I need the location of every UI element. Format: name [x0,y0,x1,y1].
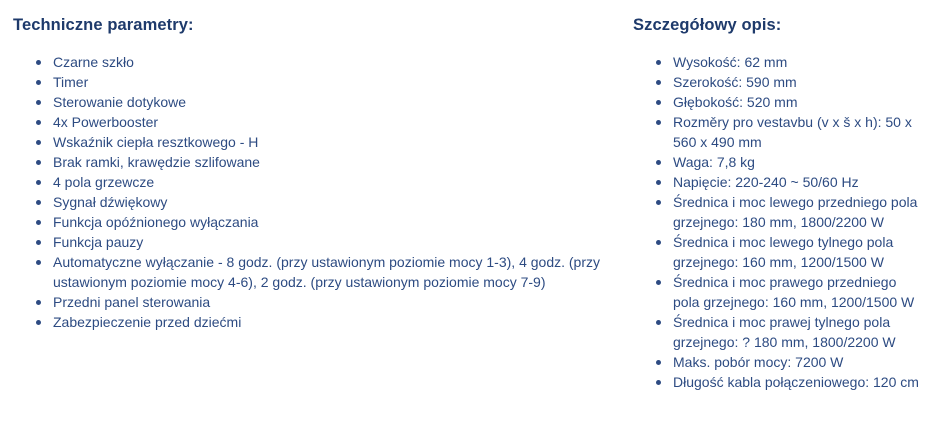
list-item: Maks. pobór mocy: 7200 W [673,352,925,372]
detailed-description-heading: Szczegółowy opis: [633,16,782,34]
detailed-description-list [633,52,925,392]
list-item: Waga: 7,8 kg [673,152,925,172]
list-item: Sygnał dźwiękowy [53,192,623,212]
list-item: Szerokość: 590 mm [673,72,925,92]
technical-parameters-list [13,52,623,332]
list-item: Napięcie: 220-240 ~ 50/60 Hz [673,172,925,192]
list-item: Średnica i moc lewego przedniego pola grzejnego: 180 mm, 1800/2200 W [673,192,925,232]
list-item: Rozměry pro vestavbu (v x š x h): 50 x 560 x 490 mm [673,112,925,152]
list-item: Timer [53,72,623,92]
list-item: Głębokość: 520 mm [673,92,925,112]
list-item: Automatyczne wyłączanie - 8 godz. (przy ustawionym poziomie mocy 1-3), 4 godz. (przy ustawionym poziomie mocy 4-6), 2 godz. (przy ustawionym poziomie mocy 7-9) [53,252,623,292]
technical-parameters-heading: Techniczne parametry: [13,16,194,34]
list-item: Średnica i moc prawego przedniego pola grzejnego: 160 mm, 1200/1500 W [673,272,925,312]
list-item: Przedni panel sterowania [53,292,623,312]
list-item: Czarne szkło [53,52,623,72]
list-item: Wysokość: 62 mm [673,52,925,72]
list-item: 4 pola grzewcze [53,172,623,192]
list-item: Funkcja opóźnionego wyłączania [53,212,623,232]
list-item: Wskaźnik ciepła resztkowego - H [53,132,623,152]
list-item: Funkcja pauzy [53,232,623,252]
list-item: Średnica i moc prawej tylnego pola grzejnego: ? 180 mm, 1800/2200 W [673,312,925,352]
list-item: Sterowanie dotykowe [53,92,623,112]
technical-parameters-section [13,0,623,332]
list-item: Długość kabla połączeniowego: 120 cm [673,372,925,392]
list-item: Średnica i moc lewego tylnego pola grzejnego: 160 mm, 1200/1500 W [673,232,925,272]
list-item: 4x Powerbooster [53,112,623,132]
list-item: Zabezpieczenie przed dziećmi [53,312,623,332]
list-item: Brak ramki, krawędzie szlifowane [53,152,623,172]
detailed-description-section [633,0,925,392]
